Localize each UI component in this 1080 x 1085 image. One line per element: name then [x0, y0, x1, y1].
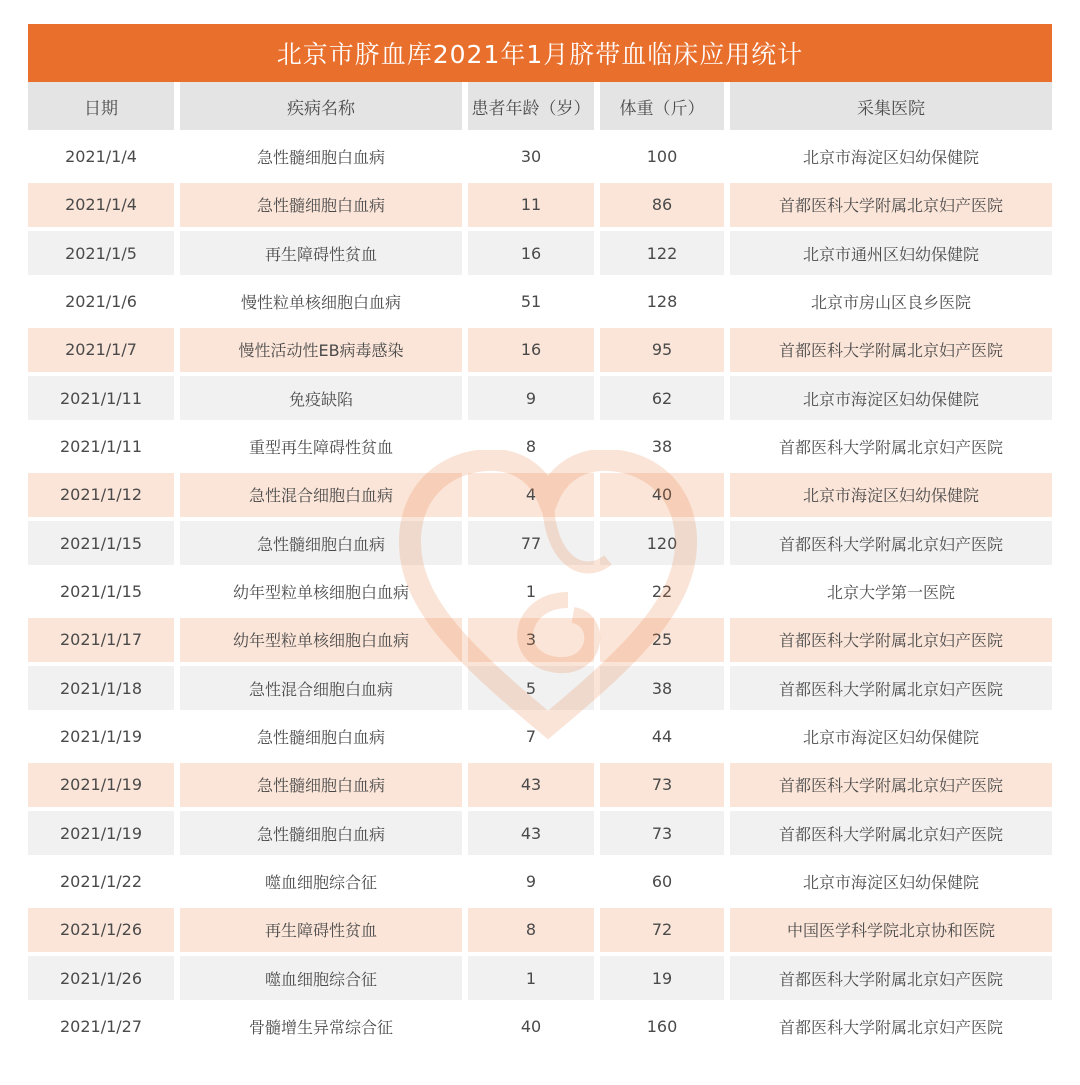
header-age: 患者年龄（岁） [468, 82, 594, 130]
cell-hospital: 首都医科大学附属北京妇产医院 [730, 666, 1052, 710]
cell-weight: 38 [600, 666, 724, 710]
cell-weight: 73 [600, 763, 724, 807]
cell-weight: 60 [600, 860, 724, 904]
cell-weight: 73 [600, 811, 724, 855]
cell-disease: 急性髓细胞白血病 [180, 183, 462, 227]
cell-hospital: 北京市海淀区妇幼保健院 [730, 860, 1052, 904]
cell-age: 5 [468, 666, 594, 710]
cell-disease: 再生障碍性贫血 [180, 908, 462, 952]
cell-disease: 重型再生障碍性贫血 [180, 424, 462, 468]
cell-age: 9 [468, 376, 594, 420]
cell-weight: 120 [600, 521, 724, 565]
table-row [28, 134, 1052, 178]
cell-hospital: 北京市海淀区妇幼保健院 [730, 473, 1052, 517]
cell-date: 2021/1/12 [28, 473, 174, 517]
cell-disease: 骨髓增生异常综合征 [180, 1005, 462, 1049]
cell-date: 2021/1/11 [28, 424, 174, 468]
cell-date: 2021/1/17 [28, 618, 174, 662]
cell-date: 2021/1/27 [28, 1005, 174, 1049]
cell-disease: 急性髓细胞白血病 [180, 134, 462, 178]
cell-hospital: 北京市海淀区妇幼保健院 [730, 376, 1052, 420]
table-row [28, 860, 1052, 904]
cell-age: 30 [468, 134, 594, 178]
cell-weight: 100 [600, 134, 724, 178]
cell-age: 43 [468, 763, 594, 807]
header-disease: 疾病名称 [180, 82, 462, 130]
cell-age: 16 [468, 231, 594, 275]
table-row [28, 956, 1052, 1000]
cell-hospital: 首都医科大学附属北京妇产医院 [730, 618, 1052, 662]
cell-disease: 免疫缺陷 [180, 376, 462, 420]
cell-weight: 128 [600, 279, 724, 323]
cell-age: 9 [468, 860, 594, 904]
table-body [28, 134, 1052, 1048]
cell-age: 16 [468, 328, 594, 372]
table-row [28, 328, 1052, 372]
cell-age: 1 [468, 956, 594, 1000]
cell-date: 2021/1/11 [28, 376, 174, 420]
cell-disease: 慢性粒单核细胞白血病 [180, 279, 462, 323]
cell-hospital: 首都医科大学附属北京妇产医院 [730, 328, 1052, 372]
cell-age: 7 [468, 714, 594, 758]
table-row [28, 811, 1052, 855]
cell-weight: 44 [600, 714, 724, 758]
table-row [28, 569, 1052, 613]
cell-age: 8 [468, 424, 594, 468]
table-row [28, 231, 1052, 275]
header-weight: 体重（斤） [600, 82, 724, 130]
cell-weight: 86 [600, 183, 724, 227]
cell-age: 3 [468, 618, 594, 662]
cell-age: 40 [468, 1005, 594, 1049]
cell-weight: 22 [600, 569, 724, 613]
cell-disease: 急性髓细胞白血病 [180, 714, 462, 758]
table-row [28, 763, 1052, 807]
cell-date: 2021/1/4 [28, 183, 174, 227]
cell-weight: 95 [600, 328, 724, 372]
table-header [28, 82, 1052, 130]
cell-hospital: 首都医科大学附属北京妇产医院 [730, 183, 1052, 227]
table-row [28, 424, 1052, 468]
cell-age: 43 [468, 811, 594, 855]
cell-disease: 急性混合细胞白血病 [180, 666, 462, 710]
table-row [28, 521, 1052, 565]
table-row [28, 1005, 1052, 1049]
cell-date: 2021/1/5 [28, 231, 174, 275]
table-title: 北京市脐血库2021年1月脐带血临床应用统计 [28, 24, 1052, 82]
cell-age: 1 [468, 569, 594, 613]
header-hospital: 采集医院 [730, 82, 1052, 130]
cell-hospital: 北京市通州区妇幼保健院 [730, 231, 1052, 275]
cell-weight: 19 [600, 956, 724, 1000]
cell-date: 2021/1/18 [28, 666, 174, 710]
cell-date: 2021/1/6 [28, 279, 174, 323]
table-row [28, 618, 1052, 662]
cell-age: 4 [468, 473, 594, 517]
cell-weight: 40 [600, 473, 724, 517]
cell-date: 2021/1/19 [28, 714, 174, 758]
cell-disease: 急性髓细胞白血病 [180, 521, 462, 565]
cell-date: 2021/1/15 [28, 521, 174, 565]
cell-disease: 慢性活动性EB病毒感染 [180, 328, 462, 372]
cell-weight: 72 [600, 908, 724, 952]
cell-disease: 急性髓细胞白血病 [180, 763, 462, 807]
table-row [28, 473, 1052, 517]
cell-date: 2021/1/26 [28, 908, 174, 952]
cell-age: 11 [468, 183, 594, 227]
cell-weight: 38 [600, 424, 724, 468]
cell-weight: 25 [600, 618, 724, 662]
cell-hospital: 首都医科大学附属北京妇产医院 [730, 521, 1052, 565]
cell-hospital: 北京市海淀区妇幼保健院 [730, 714, 1052, 758]
cell-hospital: 首都医科大学附属北京妇产医院 [730, 811, 1052, 855]
table-row [28, 666, 1052, 710]
table-row [28, 714, 1052, 758]
cell-weight: 122 [600, 231, 724, 275]
header-date: 日期 [28, 82, 174, 130]
cell-hospital: 首都医科大学附属北京妇产医院 [730, 763, 1052, 807]
cell-age: 8 [468, 908, 594, 952]
cell-disease: 幼年型粒单核细胞白血病 [180, 569, 462, 613]
cell-hospital: 北京大学第一医院 [730, 569, 1052, 613]
cell-date: 2021/1/15 [28, 569, 174, 613]
cell-disease: 急性髓细胞白血病 [180, 811, 462, 855]
cell-date: 2021/1/26 [28, 956, 174, 1000]
table-row [28, 183, 1052, 227]
cell-date: 2021/1/4 [28, 134, 174, 178]
cell-hospital: 首都医科大学附属北京妇产医院 [730, 956, 1052, 1000]
cell-hospital: 首都医科大学附属北京妇产医院 [730, 424, 1052, 468]
table-row [28, 908, 1052, 952]
cell-age: 51 [468, 279, 594, 323]
cell-disease: 噬血细胞综合征 [180, 956, 462, 1000]
cell-hospital: 北京市海淀区妇幼保健院 [730, 134, 1052, 178]
cell-date: 2021/1/19 [28, 811, 174, 855]
cell-hospital: 北京市房山区良乡医院 [730, 279, 1052, 323]
cell-hospital: 中国医学科学院北京协和医院 [730, 908, 1052, 952]
statistics-table [28, 24, 1052, 1049]
cell-weight: 160 [600, 1005, 724, 1049]
table-row [28, 279, 1052, 323]
cell-disease: 再生障碍性贫血 [180, 231, 462, 275]
cell-date: 2021/1/22 [28, 860, 174, 904]
table-row [28, 376, 1052, 420]
cell-weight: 62 [600, 376, 724, 420]
cell-hospital: 首都医科大学附属北京妇产医院 [730, 1005, 1052, 1049]
cell-date: 2021/1/19 [28, 763, 174, 807]
cell-disease: 幼年型粒单核细胞白血病 [180, 618, 462, 662]
cell-date: 2021/1/7 [28, 328, 174, 372]
cell-disease: 噬血细胞综合征 [180, 860, 462, 904]
cell-disease: 急性混合细胞白血病 [180, 473, 462, 517]
cell-age: 77 [468, 521, 594, 565]
